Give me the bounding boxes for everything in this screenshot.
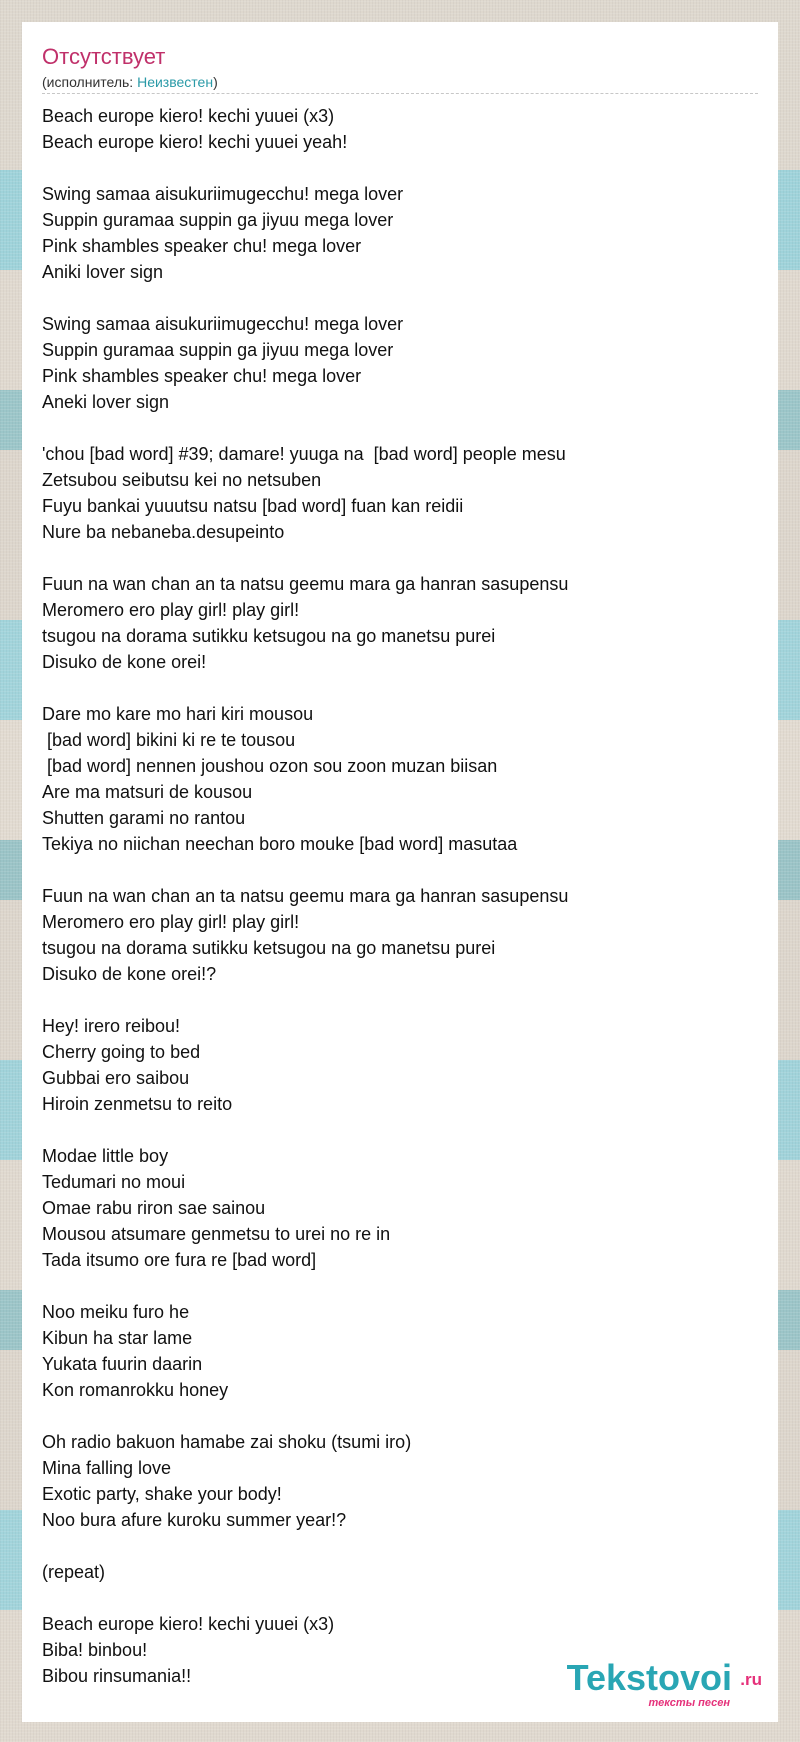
lyric-blank-line bbox=[42, 1273, 758, 1299]
lyric-line: Nure ba nebaneba.desupeinto bbox=[42, 522, 285, 542]
lyric-line: Zetsubou seibutsu kei no netsuben bbox=[42, 470, 322, 490]
lyric-line: Tedumari no moui bbox=[42, 1172, 186, 1192]
lyric-line: 'chou [bad word] #39; damare! yuuga na [bad word] people mesu bbox=[42, 444, 566, 464]
lyric-blank-line bbox=[42, 857, 758, 883]
lyric-line: Suppin guramaa suppin ga jiyuu mega lover bbox=[42, 210, 394, 230]
lyric-line: Mina falling love bbox=[42, 1458, 172, 1478]
lyric-line: Omae rabu riron sae sainou bbox=[42, 1198, 266, 1218]
lyric-blank-line bbox=[42, 1585, 758, 1611]
lyric-blank-line bbox=[42, 545, 758, 571]
lyric-line: Dare mo kare mo hari kiri mousou bbox=[42, 704, 314, 724]
lyric-line: Noo bura afure kuroku summer year!? bbox=[42, 1510, 347, 1530]
lyric-line: Shutten garami no rantou bbox=[42, 808, 246, 828]
artist-suffix: ) bbox=[213, 74, 218, 90]
lyrics-text bbox=[42, 103, 758, 1689]
artist-link[interactable]: Неизвестен bbox=[137, 74, 214, 90]
lyric-blank-line bbox=[42, 1117, 758, 1143]
lyric-line: Modae little boy bbox=[42, 1146, 169, 1166]
artist-line bbox=[42, 73, 218, 91]
lyric-line: Disuko de kone orei!? bbox=[42, 964, 217, 984]
lyric-blank-line bbox=[42, 987, 758, 1013]
lyric-blank-line bbox=[42, 675, 758, 701]
lyric-line: Disuko de kone orei! bbox=[42, 652, 207, 672]
lyric-line: Mousou atsumare genmetsu to urei no re in bbox=[42, 1224, 391, 1244]
lyric-line: Hey! irero reibou! bbox=[42, 1016, 181, 1036]
lyric-line: tsugou na dorama sutikku ketsugou na go manetsu purei bbox=[42, 938, 496, 958]
lyric-blank-line bbox=[42, 1403, 758, 1429]
song-title: Отсутствует bbox=[42, 44, 166, 69]
lyric-blank-line bbox=[42, 155, 758, 181]
tekstovoi-logo[interactable] bbox=[558, 1658, 768, 1716]
lyric-line: Swing samaa aisukuriimugecchu! mega lover bbox=[42, 184, 404, 204]
lyric-blank-line bbox=[42, 415, 758, 441]
lyric-line: Fuun na wan chan an ta natsu geemu mara ga hanran sasupensu bbox=[42, 886, 569, 906]
lyric-blank-line bbox=[42, 285, 758, 311]
lyric-line: Bibou rinsumania!! bbox=[42, 1666, 192, 1686]
lyric-line: Exotic party, shake your body! bbox=[42, 1484, 282, 1504]
lyric-line: Pink shambles speaker chu! mega lover bbox=[42, 236, 362, 256]
lyric-line: [bad word] nennen joushou ozon sou zoon muzan biisan bbox=[42, 756, 498, 776]
lyric-line: Fuyu bankai yuuutsu natsu [bad word] fuan kan reidii bbox=[42, 496, 464, 516]
lyric-line: Fuun na wan chan an ta natsu geemu mara ga hanran sasupensu bbox=[42, 574, 569, 594]
lyric-line: Gubbai ero saibou bbox=[42, 1068, 190, 1088]
lyric-line: tsugou na dorama sutikku ketsugou na go manetsu purei bbox=[42, 626, 496, 646]
lyric-line: Pink shambles speaker chu! mega lover bbox=[42, 366, 362, 386]
lyric-line: Aniki lover sign bbox=[42, 262, 164, 282]
lyric-line: Beach europe kiero! kechi yuuei (x3) bbox=[42, 1614, 335, 1634]
lyric-line: Swing samaa aisukuriimugecchu! mega lover bbox=[42, 314, 404, 334]
logo-domain-suffix: .ru bbox=[740, 1670, 762, 1689]
lyric-blank-line bbox=[42, 1533, 758, 1559]
lyric-line: (repeat) bbox=[42, 1562, 106, 1582]
lyric-line: Cherry going to bed bbox=[42, 1042, 201, 1062]
lyric-line: Aneki lover sign bbox=[42, 392, 170, 412]
lyrics-card bbox=[22, 22, 778, 1722]
lyric-line: Noo meiku furo he bbox=[42, 1302, 190, 1322]
artist-prefix: (исполнитель: bbox=[42, 74, 138, 90]
logo-main-text: Tekstovoi bbox=[566, 1657, 732, 1698]
lyric-line: Kibun ha star lame bbox=[42, 1328, 193, 1348]
lyric-line: Kon romanrokku honey bbox=[42, 1380, 229, 1400]
lyric-line: Suppin guramaa suppin ga jiyuu mega lover bbox=[42, 340, 394, 360]
lyric-line: Biba! binbou! bbox=[42, 1640, 148, 1660]
title-divider bbox=[42, 93, 758, 94]
lyric-line: Meromero ero play girl! play girl! bbox=[42, 600, 300, 620]
logo-tagline: тексты песен bbox=[648, 1697, 730, 1709]
lyric-line: Tada itsumo ore fura re [bad word] bbox=[42, 1250, 317, 1270]
lyric-line: Beach europe kiero! kechi yuuei (x3) bbox=[42, 106, 335, 126]
lyric-line: Oh radio bakuon hamabe zai shoku (tsumi iro) bbox=[42, 1432, 412, 1452]
lyric-line: Are ma matsuri de kousou bbox=[42, 782, 253, 802]
lyric-line: Beach europe kiero! kechi yuuei yeah! bbox=[42, 132, 348, 152]
lyric-line: Hiroin zenmetsu to reito bbox=[42, 1094, 233, 1114]
lyric-line: Tekiya no niichan neechan boro mouke [bad word] masutaa bbox=[42, 834, 518, 854]
lyric-line: Meromero ero play girl! play girl! bbox=[42, 912, 300, 932]
lyric-line: Yukata fuurin daarin bbox=[42, 1354, 203, 1374]
lyric-line: [bad word] bikini ki re te tousou bbox=[42, 730, 296, 750]
